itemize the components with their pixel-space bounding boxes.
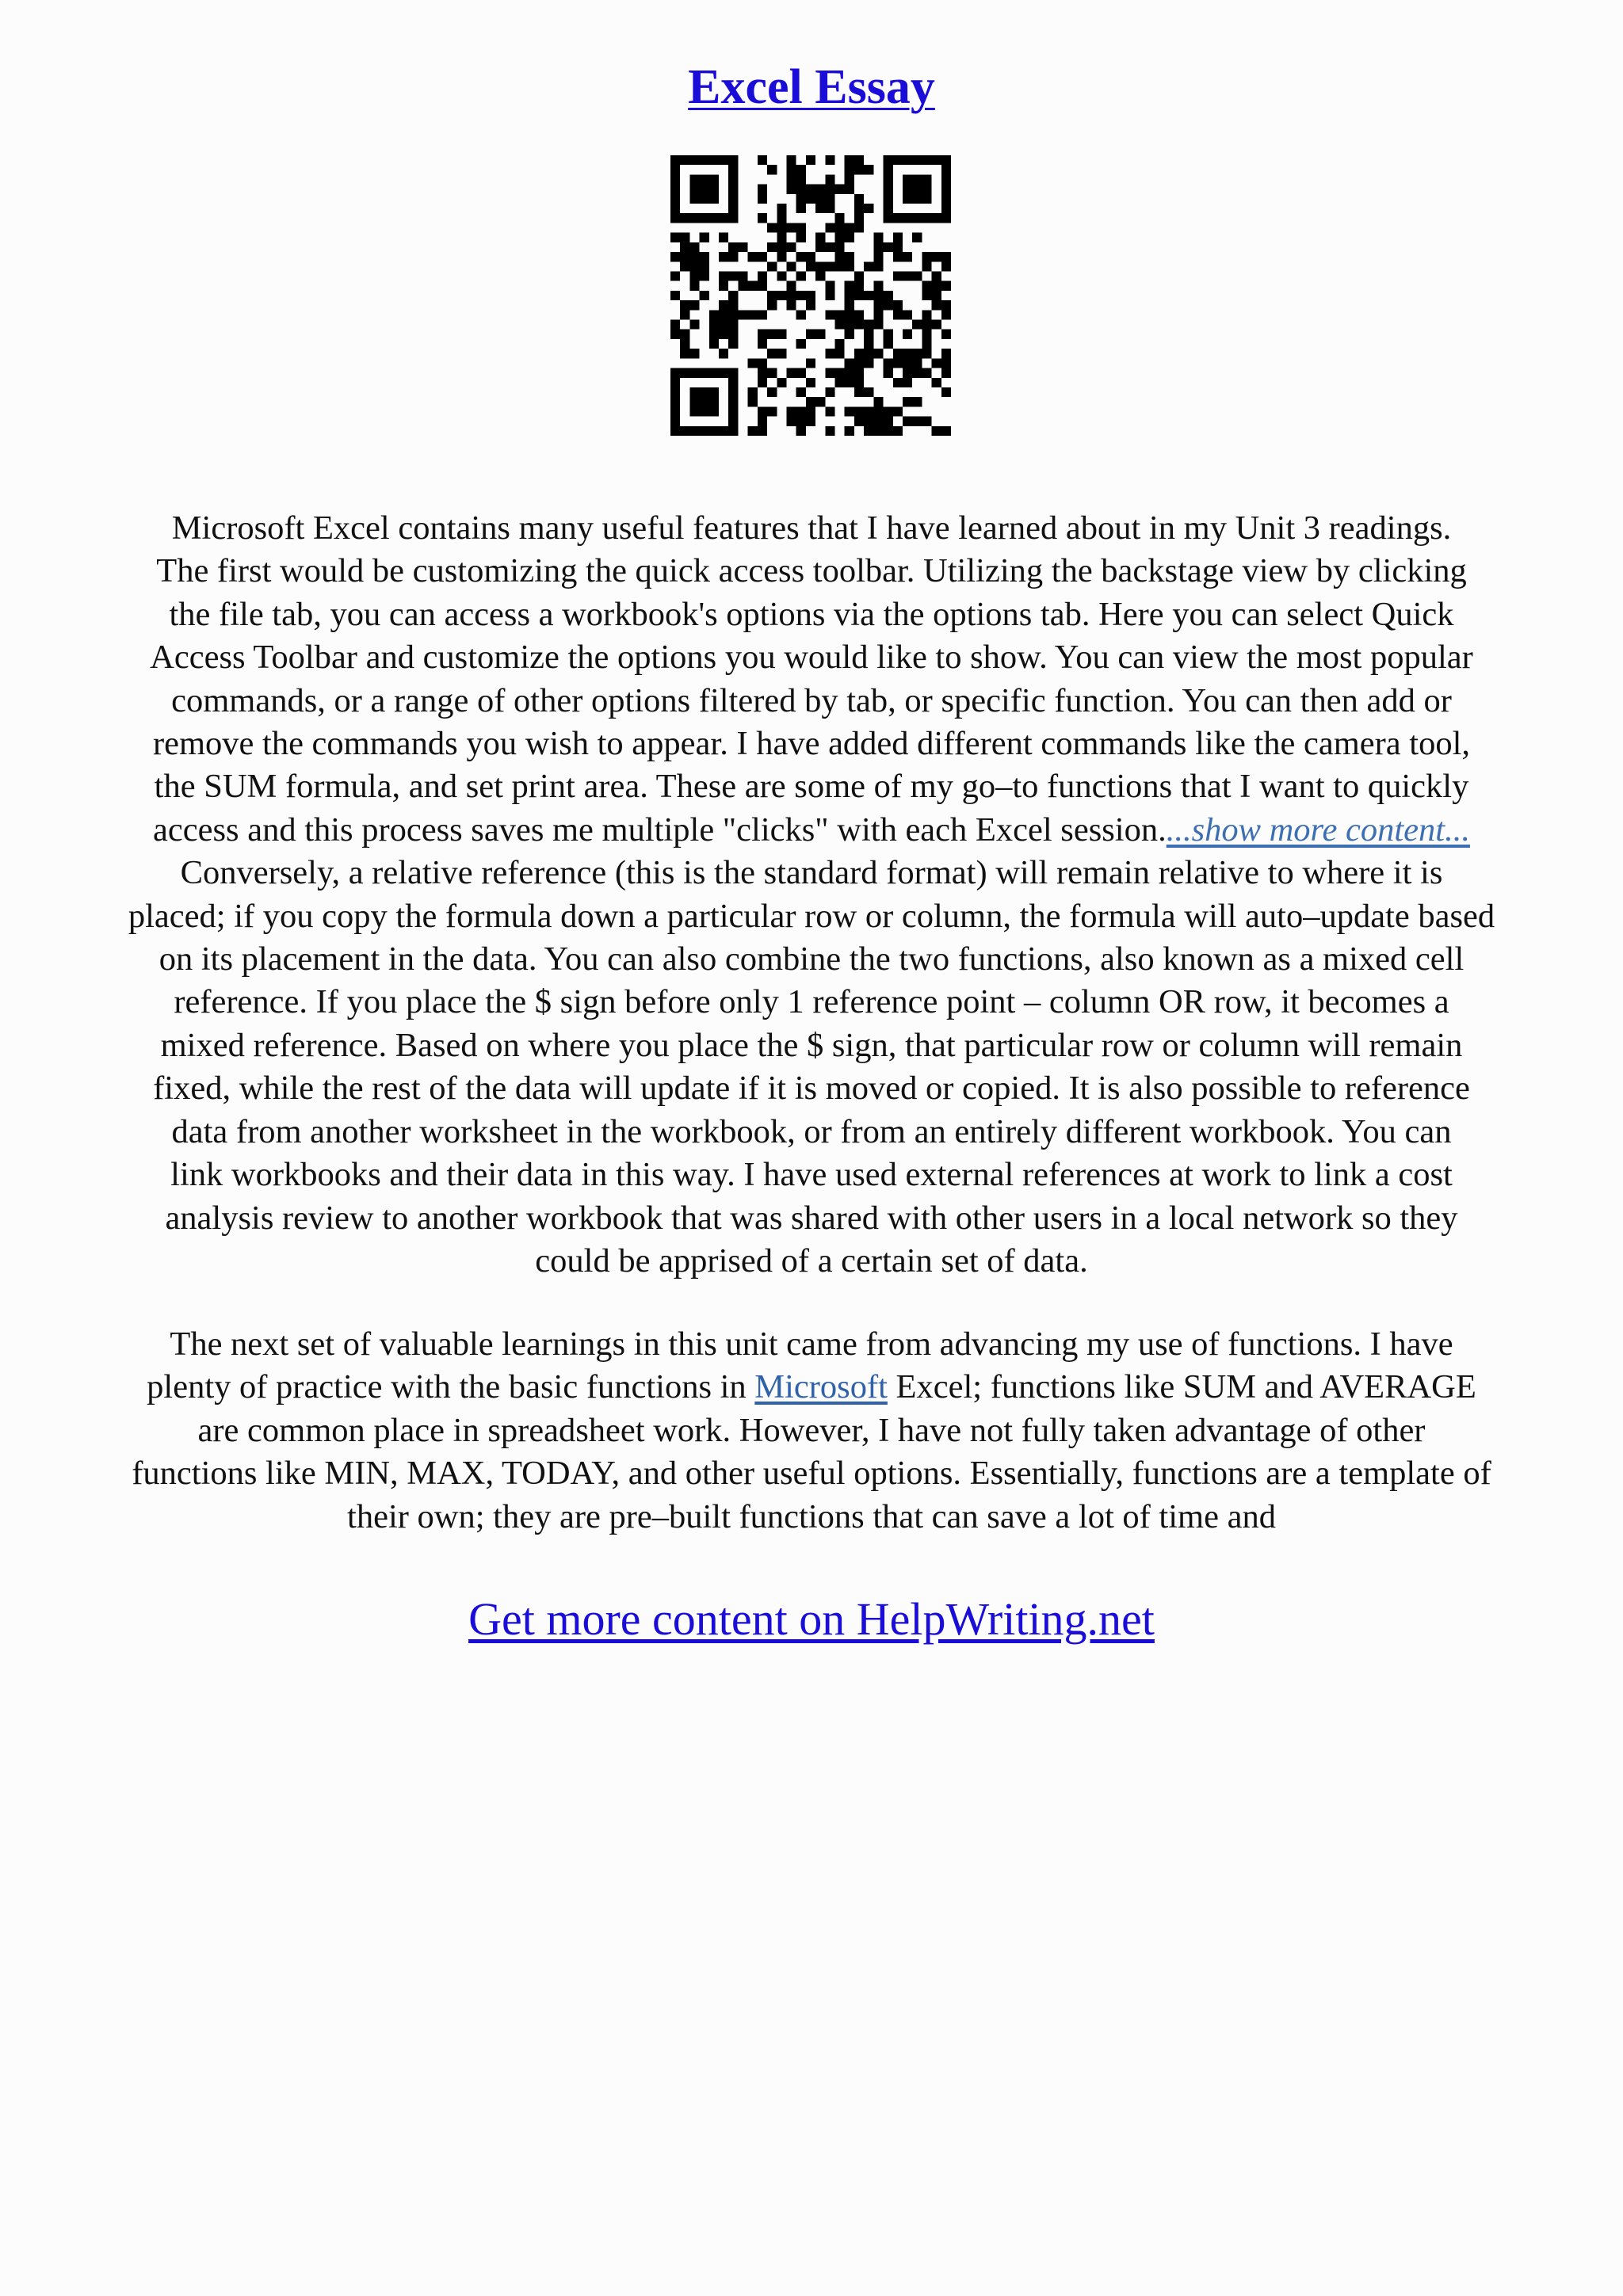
document-title bbox=[0, 55, 1623, 119]
body-line: data from another worksheet in the workbook, or from an entirely different workbook. You can bbox=[171, 1112, 1452, 1150]
microsoft-link[interactable]: Microsoft bbox=[754, 1368, 888, 1406]
body-line: could be apprised of a certain set of data. bbox=[535, 1241, 1088, 1280]
body-line: functions like MIN, MAX, TODAY, and other useful options. Essentially, functions are a template of bbox=[132, 1455, 1491, 1493]
body-line-text: plenty of practice with the basic functions in bbox=[147, 1368, 755, 1406]
body-line: analysis review to another workbook that was shared with other users in a local network so they bbox=[165, 1199, 1458, 1237]
title-link[interactable]: Excel Essay bbox=[688, 60, 935, 114]
body-line: the SUM formula, and set print area. These are some of my go–to functions that I want to quickly bbox=[154, 768, 1469, 806]
qr-code-image bbox=[670, 155, 951, 436]
body-line: mixed reference. Based on where you place the $ sign, that particular row or column will remain bbox=[160, 1026, 1463, 1064]
body-line: are common place in spreadsheet work. However, I have not fully taken advantage of other bbox=[197, 1411, 1426, 1449]
get-more-content-link[interactable]: Get more content on HelpWriting.net bbox=[468, 1593, 1155, 1645]
body-line: link workbooks and their data in this way. I have used external references at work to link a cost bbox=[170, 1156, 1453, 1194]
paragraph-1 bbox=[48, 507, 1575, 1283]
paragraph-2 bbox=[48, 1323, 1575, 1539]
qr-code-graphic bbox=[670, 155, 951, 436]
body-line: fixed, while the rest of the data will update if it is moved or copied. It is also possible to reference bbox=[153, 1070, 1470, 1108]
body-line: on its placement in the data. You can also combine the two functions, also known as a mixed cell bbox=[158, 940, 1465, 978]
body-line: The first would be customizing the quick access toolbar. Utilizing the backstage view by clicking bbox=[156, 552, 1467, 590]
footer bbox=[0, 1591, 1623, 1648]
body-line: their own; they are pre–built functions that can save a lot of time and bbox=[347, 1497, 1276, 1535]
body-line-with-show-more bbox=[48, 809, 1575, 852]
body-line-text: access and this process saves me multiple "clicks" with each Excel session. bbox=[153, 810, 1167, 849]
body-line: the file tab, you can access a workbook's options via the options tab. Here you can select Quick bbox=[169, 595, 1454, 633]
body-line: commands, or a range of other options filtered by tab, or specific function. You can then add or bbox=[171, 681, 1452, 719]
body-line-text: Excel; functions like SUM and AVERAGE bbox=[887, 1368, 1476, 1406]
body-line: placed; if you copy the formula down a particular row or column, the formula will auto–update based bbox=[128, 897, 1495, 935]
body-line: The next set of valuable learnings in this unit came from advancing my use of functions. I have bbox=[170, 1325, 1453, 1363]
body-line-with-link bbox=[48, 1366, 1575, 1409]
body-line: Conversely, a relative reference (this is the standard format) will remain relative to where it is bbox=[180, 854, 1443, 892]
show-more-link[interactable]: ...show more content... bbox=[1166, 810, 1470, 849]
body-line: reference. If you place the $ sign before only 1 reference point – column OR row, it becomes a bbox=[174, 983, 1449, 1021]
body-line: Microsoft Excel contains many useful features that I have learned about in my Unit 3 readings. bbox=[171, 509, 1452, 547]
body-line: Access Toolbar and customize the options you would like to show. You can view the most popular bbox=[150, 639, 1473, 677]
body-line: remove the commands you wish to appear. I have added different commands like the camera tool, bbox=[152, 725, 1471, 763]
